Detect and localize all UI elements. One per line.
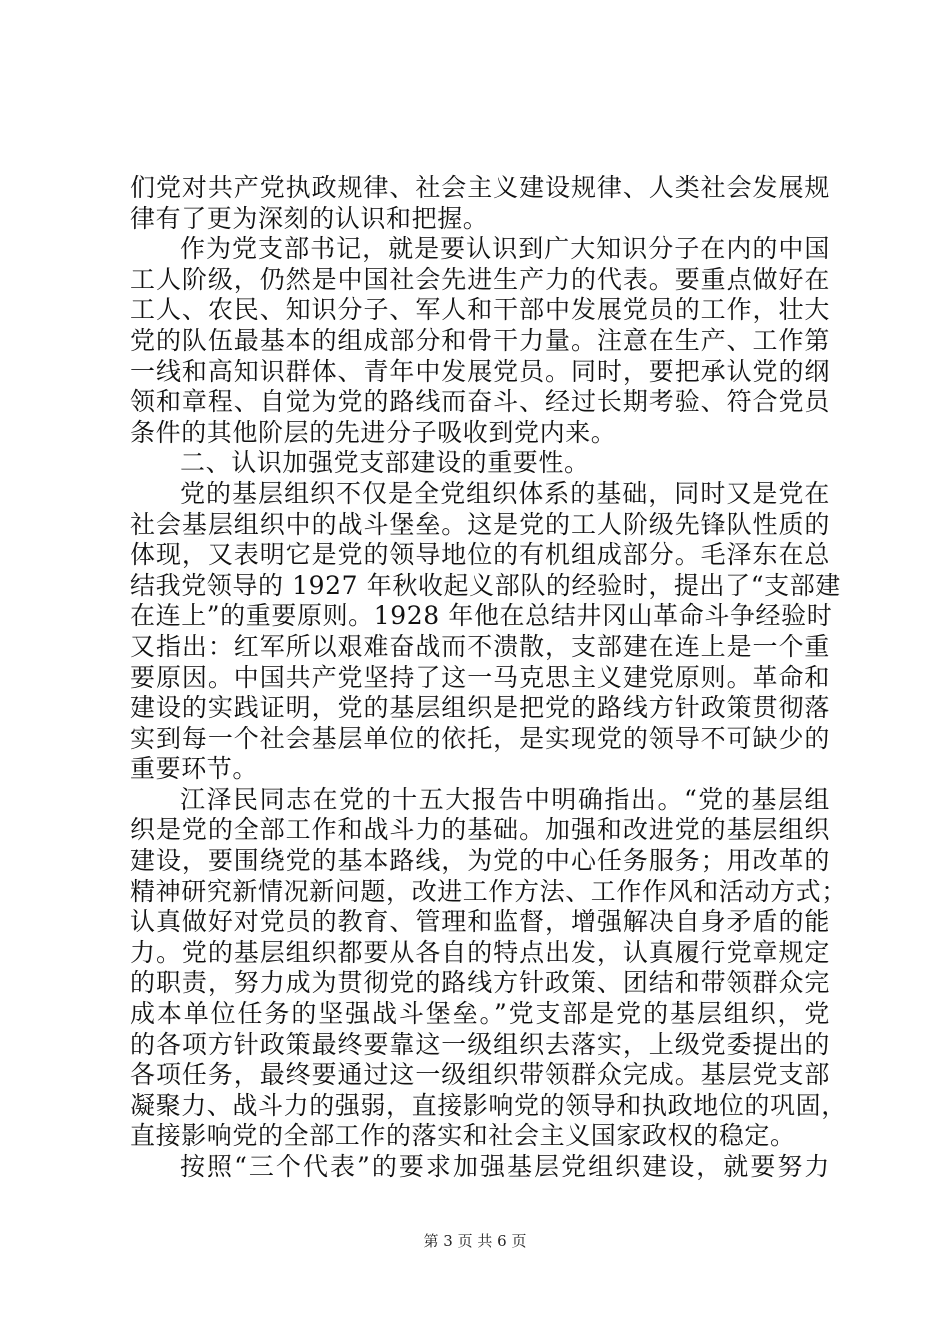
document-body [130, 173, 847, 1183]
text-line: 工人、农民、知识分子、军人和干部中发展党员的工作，壮大 [130, 295, 830, 325]
text-line: 实到每一个社会基层单位的依托，是实现党的领导不可缺少的 [130, 723, 830, 753]
text-line: 重要环节。 [130, 754, 259, 784]
text-line: 党的基层组织不仅是全党组织体系的基础，同时又是党在 [180, 478, 830, 508]
text-line: 条件的其他阶层的先进分子吸收到党内来。 [130, 417, 617, 447]
text-line: 的各项方针政策最终要靠这一级组织去落实，上级党委提出的 [130, 1029, 830, 1059]
text-line: 领和章程、自觉为党的路线而奋斗、经过长期考验、符合党员 [130, 387, 830, 417]
text-line: 织是党的全部工作和战斗力的基础。加强和改进党的基层组织 [130, 815, 830, 845]
text-line: 一线和高知识群体、青年中发展党员。同时，要把承认党的纲 [130, 356, 830, 386]
page-footer: 第 3 页 共 6 页 [423, 1232, 527, 1250]
text-line: 凝聚力、战斗力的强弱，直接影响党的领导和执政地位的巩固， [130, 1090, 847, 1120]
text-line: 结我党领导的 1927 年秋收起义部队的经验时，提出了“支部建 [130, 570, 841, 600]
text-line: 律有了更为深刻的认识和把握。 [130, 203, 489, 233]
text-line: 力。党的基层组织都要从各自的特点出发，认真履行党章规定 [130, 937, 830, 967]
text-line: 江泽民同志在党的十五大报告中明确指出。“党的基层组 [180, 784, 830, 814]
text-line: 直接影响党的全部工作的落实和社会主义国家政权的稳定。 [130, 1121, 796, 1151]
text-line: 建设的实践证明，党的基层组织是把党的路线方针政策贯彻落 [130, 693, 830, 723]
text-line: 要原因。中国共产党坚持了这一马克思主义建党原则。革命和 [130, 662, 830, 692]
text-line: 成本单位任务的坚强战斗堡垒。”党支部是党的基层组织，党 [130, 999, 830, 1029]
text-line: 建设，要围绕党的基本路线，为党的中心任务服务；用改革的 [130, 846, 830, 876]
text-line: 工人阶级，仍然是中国社会先进生产力的代表。要重点做好在 [130, 264, 830, 294]
text-line: 党的队伍最基本的组成部分和骨干力量。注意在生产、工作第 [130, 325, 830, 355]
text-line: 又指出：红军所以艰难奋战而不溃散，支部建在连上是一个重 [130, 631, 830, 661]
text-line: 按照“三个代表”的要求加强基层党组织建设，就要努力 [180, 1152, 830, 1181]
text-line: 认真做好对党员的教育、管理和监督，增强解决自身矛盾的能 [130, 907, 830, 937]
text-line: 体现，又表明它是党的领导地位的有机组成部分。毛泽东在总 [130, 540, 830, 570]
text-line: 的职责，努力成为贯彻党的路线方针政策、团结和带领群众完 [130, 968, 830, 998]
text-line: 作为党支部书记，就是要认识到广大知识分子在内的中国 [180, 234, 830, 264]
text-line: 们党对共产党执政规律、社会主义建设规律、人类社会发展规 [130, 173, 830, 202]
text-line: 社会基层组织中的战斗堡垒。这是党的工人阶级先锋队性质的 [130, 509, 830, 539]
text-line: 精神研究新情况新问题，改进工作方法、工作作风和活动方式； [130, 876, 847, 906]
text-line: 二、认识加强党支部建设的重要性。 [180, 448, 590, 478]
text-line: 各项任务，最终要通过这一级组织带领群众完成。基层党支部 [130, 1060, 830, 1090]
text-line: 在连上”的重要原则。1928 年他在总结井冈山革命斗争经验时 [130, 601, 833, 631]
